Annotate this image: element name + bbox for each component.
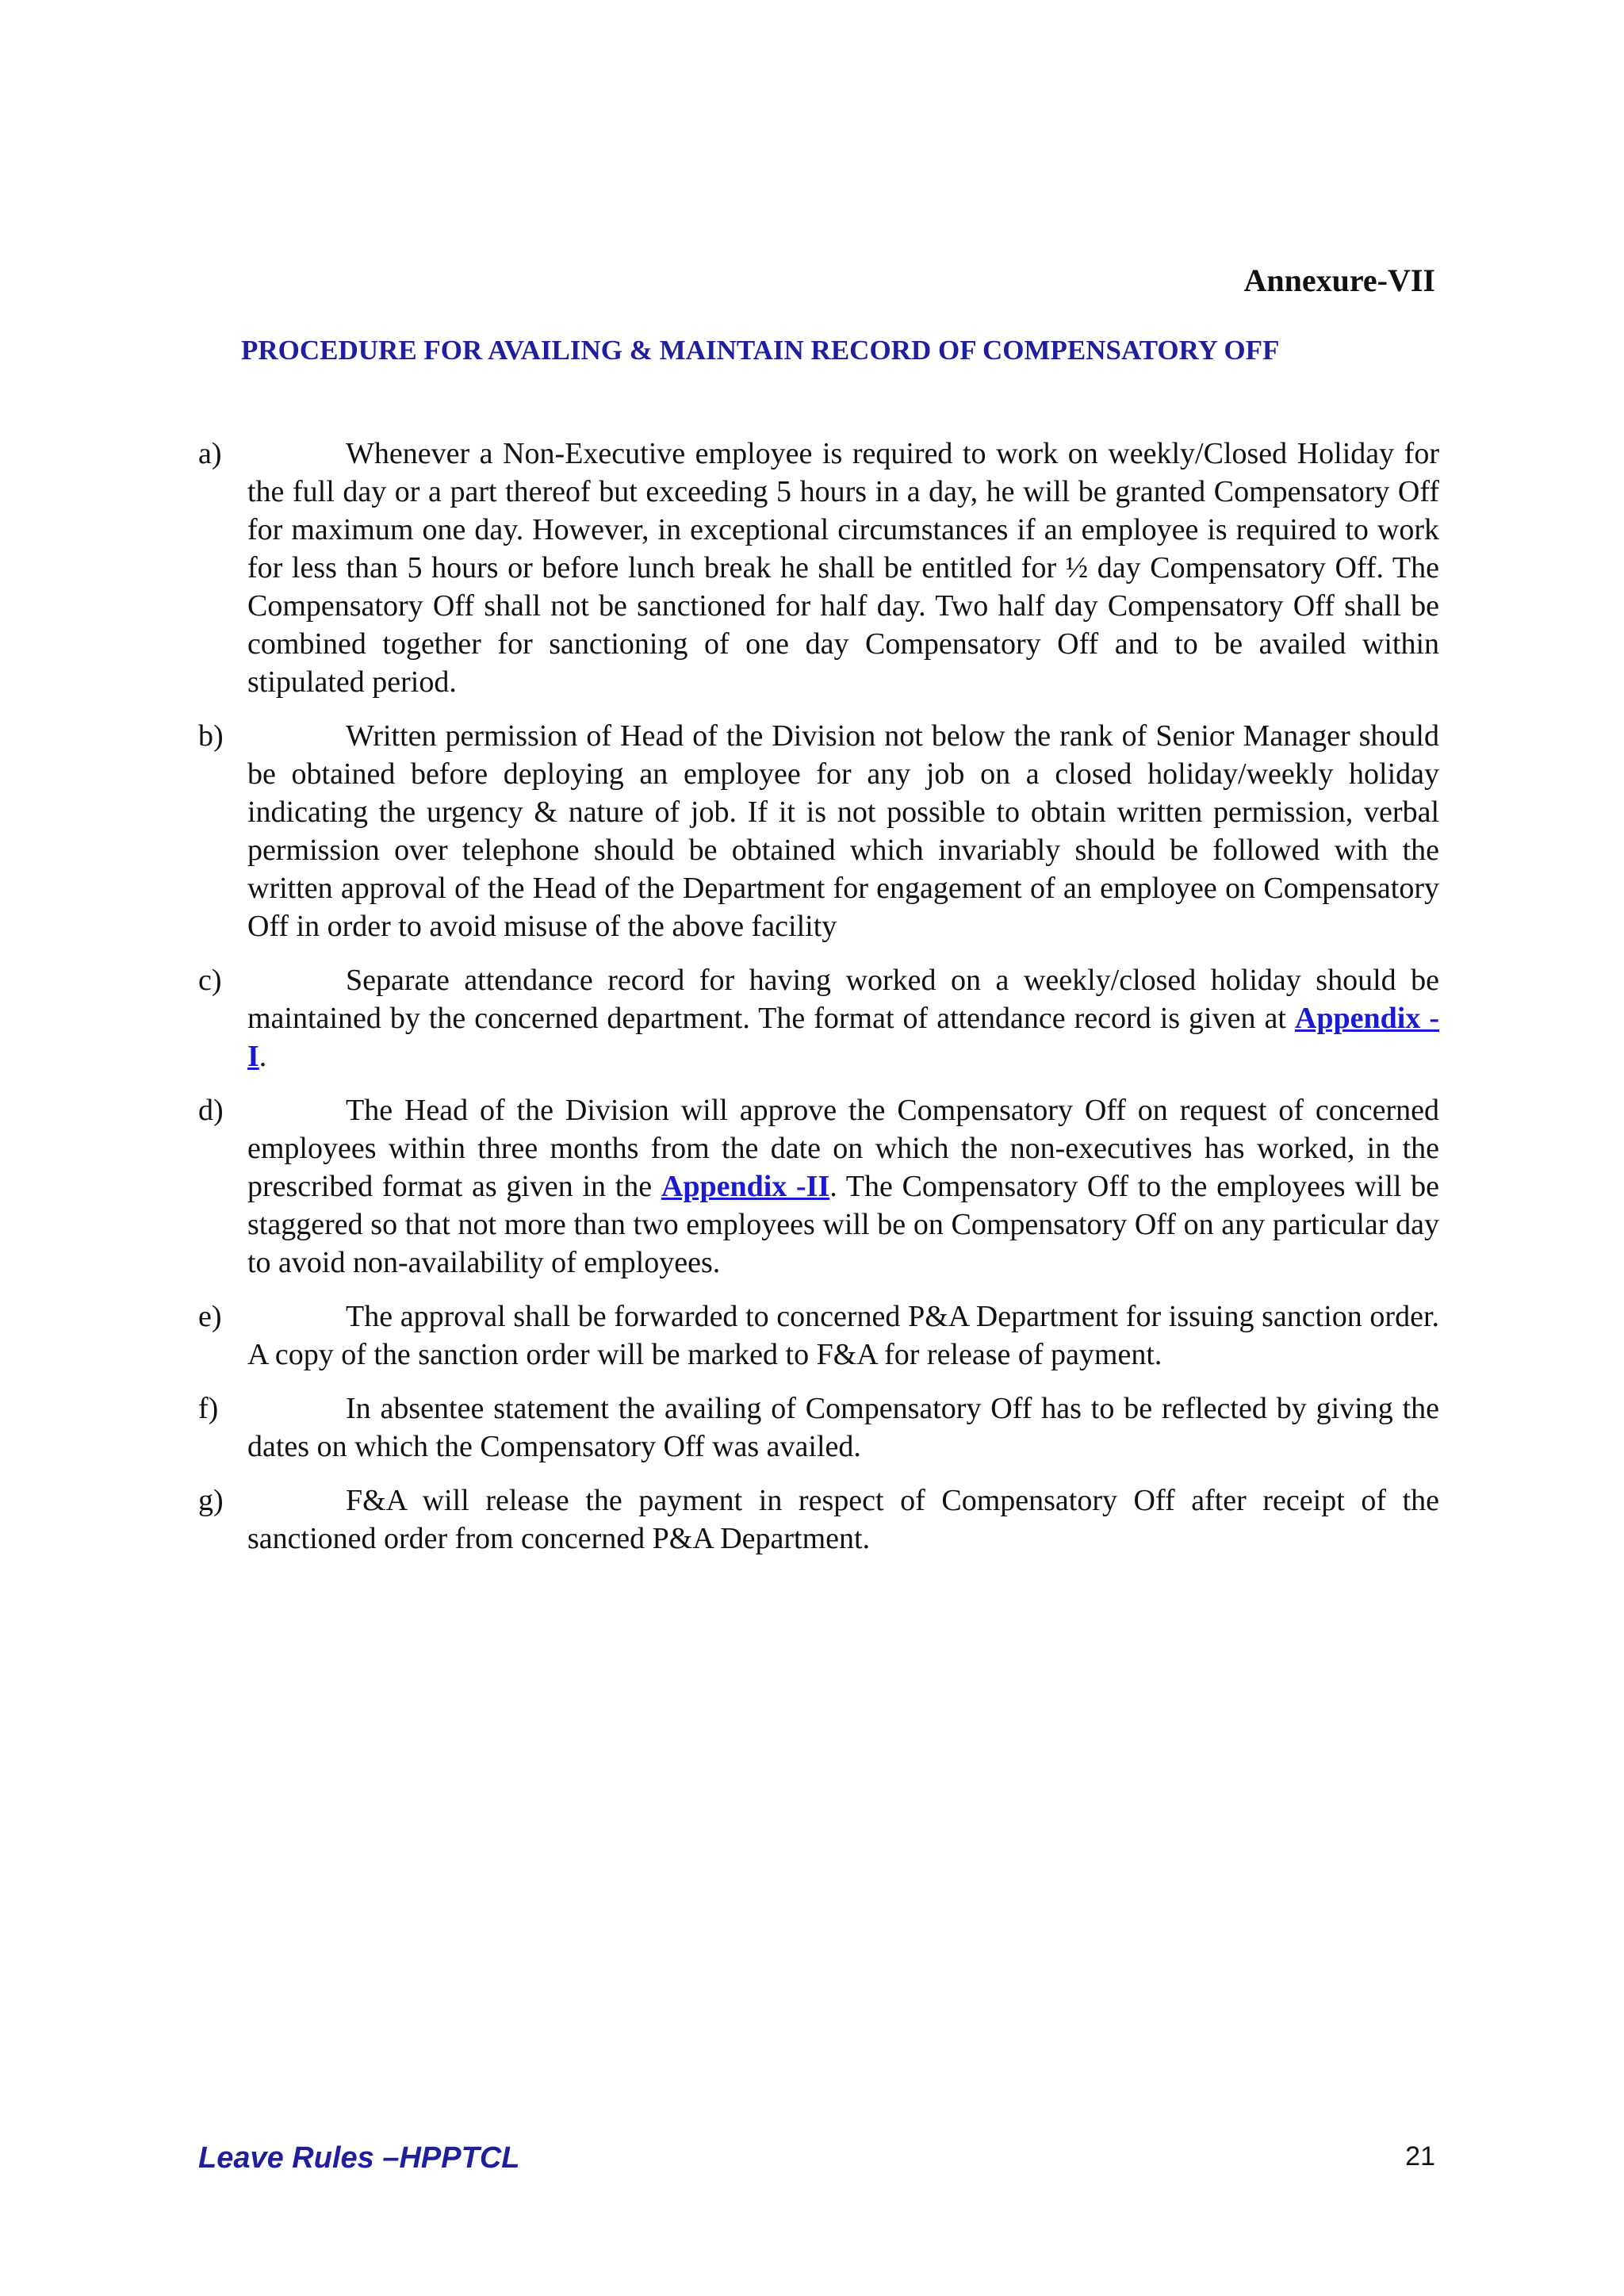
list-item-g	[198, 1481, 1439, 1558]
item-text: Written permission of Head of the Division not below the rank of Senior Manager should be obtained before deploying an employee for any job on a closed holiday/weekly holiday indicating the urgency & nature of job. If it is not possible to obtain written permission, verbal permission over telephone should be obtained which invariably should be followed with the written approval of the Head of the Department for engagement of an employee on Compensatory Off in order to avoid misuse of the above facility	[247, 719, 1439, 943]
item-marker: e)	[198, 1300, 222, 1333]
page-number: 21	[1405, 2141, 1435, 2171]
item-text: Whenever a Non-Executive employee is required to work on weekly/Closed Holiday for the full day or a part thereof but exceeding 5 hours in a day, he will be granted Compensatory Off for maximum one day. However, in exceptional circumstances if an employee is required to work for less than 5 hours or before lunch break he shall be entitled for ½ day Compensatory Off. The Compensatory Off shall not be sanctioned for half day. Two half day Compensatory Off shall be combined together for sanctioning of one day Compensatory Off and to be availed within stipulated period.	[247, 437, 1439, 699]
item-text: The approval shall be forwarded to concerned P&A Department for issuing sanction order. A copy of the sanction order will be marked to F&A for release of payment.	[247, 1300, 1439, 1371]
list-item-b	[198, 717, 1439, 945]
list-item-c	[198, 961, 1439, 1075]
item-text	[247, 1091, 1439, 1282]
list-item-e	[198, 1297, 1439, 1374]
list-item-d	[198, 1091, 1439, 1282]
item-marker: d)	[198, 1094, 224, 1127]
item-marker: a)	[198, 437, 222, 470]
item-marker: f)	[198, 1392, 219, 1425]
item-text: In absentee statement the availing of Compensatory Off has to be reflected by giving the dates on which the Compensatory Off was availed.	[247, 1392, 1439, 1463]
list-item-a	[198, 435, 1439, 701]
item-text-before: Separate attendance record for having worked on a weekly/closed holiday should be maintained by the concerned department. The format of attendance record is given at	[247, 964, 1439, 1035]
footer-title: Leave Rules –HPPTCL	[198, 2141, 520, 2175]
item-marker: g)	[198, 1484, 224, 1517]
annexure-label: Annexure-VII	[1243, 263, 1435, 298]
item-marker: b)	[198, 719, 224, 753]
item-text-after: .	[259, 1040, 267, 1073]
procedure-list	[198, 435, 1439, 1573]
appendix-i-link[interactable]: Appendix - I	[247, 1002, 1439, 1073]
item-text-before: The Head of the Division will approve the Compensatory Off on request of concerned employees within three months from the date on which the non-executives has worked, in the prescribed format as given in the	[247, 1094, 1439, 1203]
page-title: PROCEDURE FOR AVAILING & MAINTAIN RECORD OF COMPENSATORY OFF	[241, 335, 1280, 366]
list-item-f	[198, 1389, 1439, 1466]
item-text: F&A will release the payment in respect of Compensatory Off after receipt of the sanctioned order from concerned P&A Department.	[247, 1484, 1439, 1555]
item-text	[247, 961, 1439, 1075]
appendix-ii-link[interactable]: Appendix -II	[661, 1170, 830, 1203]
item-marker: c)	[198, 964, 222, 997]
item-text-after: . The Compensatory Off to the employees will be staggered so that not more than two employees will be on Compensatory Off on any particular day to avoid non-availability of employees.	[247, 1170, 1440, 1279]
